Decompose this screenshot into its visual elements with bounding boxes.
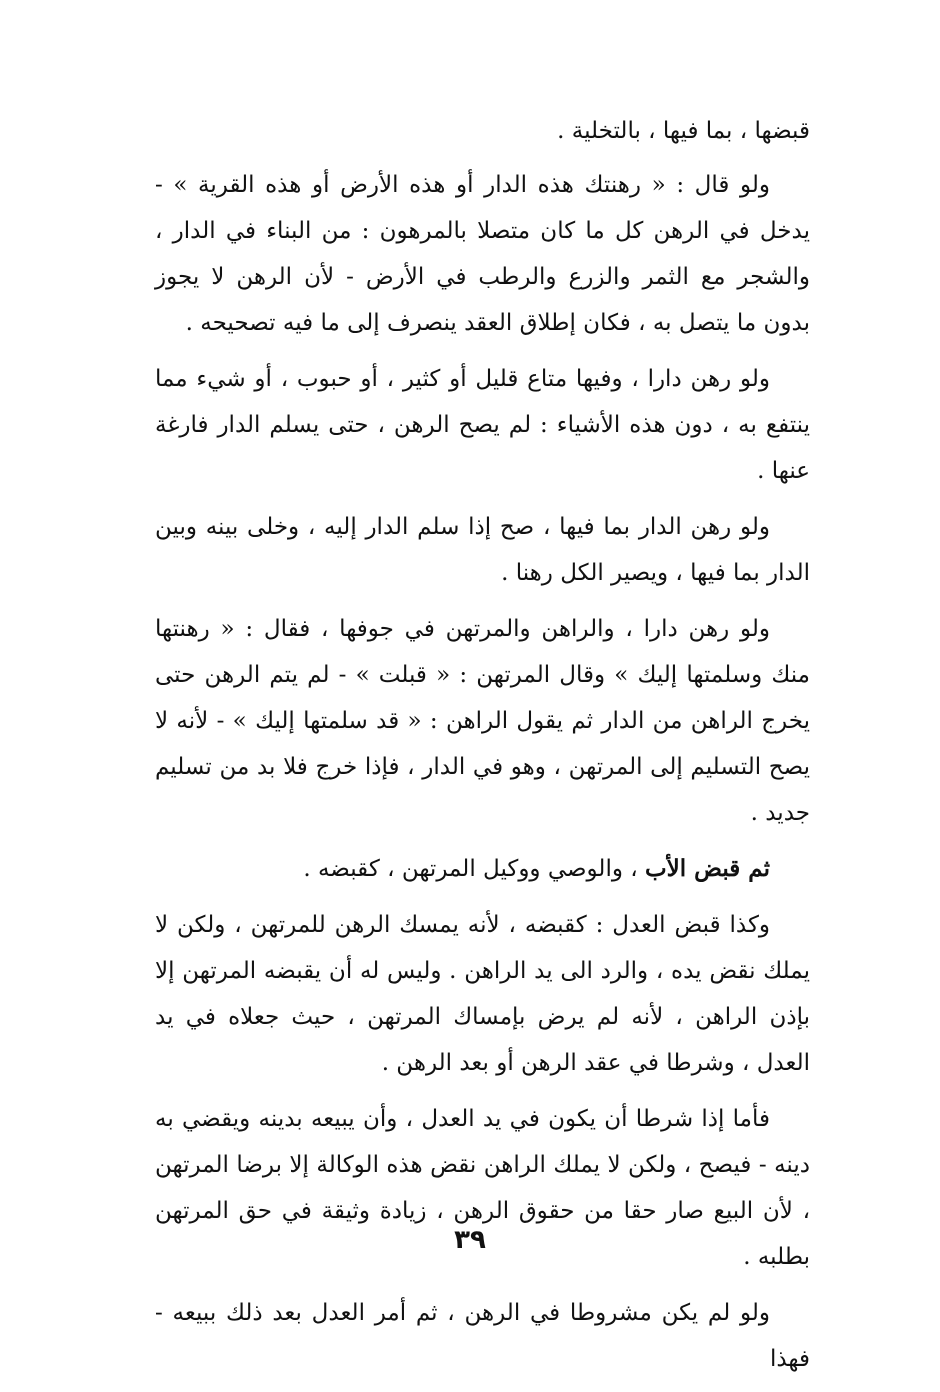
paragraph-6: وكذا قبض العدل : كقبضه ، لأنه يمسك الرهن للمرتهن ، ولكن لا يملك نقض يده ، والرد الى يد الراهن . وليس له أن يقبضه المرتهن إلا بإذن الراهن ، لأنه لم يرض بإمساك المرتهن ، حيث جعلاه في يد العدل ، وشرطا في عقد الرهن أو بعد الرهن . [155, 912, 810, 1076]
paragraph-father-rest: ، والوصي ووكيل المرتهن ، كقبضه . [303, 856, 645, 882]
paragraph-7: فأما إذا شرطا أن يكون في يد العدل ، وأن يبيعه بدينه ويقضي به دينه - فيصح ، ولكن لا يملك الراهن نقض هذه الوكالة إلا برضا المرتهن ، لأن البيع صار حقا من حقوق الرهن ، زيادة وثيقة في حق المرتهن بطلبه . [155, 1106, 810, 1270]
bold-term-father: ثم قبض الأب [645, 855, 770, 882]
paragraph-1: قبضها ، بما فيها ، بالتخلية . [557, 118, 810, 144]
paragraph-5: ولو رهن دارا ، والراهن والمرتهن في جوفها ، فقال : « رهنتها منك وسلمتها إليك » وقال المرتهن : « قبلت » - لم يتم الرهن حتى يخرج الراهن من الدار ثم يقول الراهن : « قد سلمتها إليك » - لأنه لا يصح التسليم إلى المرتهن ، وهو في الدار ، فإذا خرج فلا بد من تسليم جديد . [155, 616, 810, 826]
paragraph-3: ولو رهن دارا ، وفيها متاع قليل أو كثير ، أو حبوب ، أو شيء مما ينتفع به ، دون هذه الأشياء : لم يصح الرهن ، حتى يسلم الدار فارغة عنها . [155, 366, 810, 484]
paragraph-8: ولو لم يكن مشروطا في الرهن ، ثم أمر العدل بعد ذلك ببيعه - فهذا [155, 1300, 810, 1372]
paragraph-2: ولو قال : « رهنتك هذه الدار أو هذه الأرض أو هذه القرية » - يدخل في الرهن كل ما كان متصلا بالمرهون : من البناء في الدار ، والشجر مع الثمر والزرع والرطب في الأرض - لأن الرهن لا يجوز بدون ما يتصل به ، فكان إطلاق العقد ينصرف إلى ما فيه تصحيحه . [155, 172, 810, 336]
body-text [155, 108, 810, 1392]
paragraph-father-receipt [155, 846, 810, 892]
paragraph-4: ولو رهن الدار بما فيها ، صح إذا سلم الدار إليه ، وخلى بينه وبين الدار بما فيها ، ويصير الكل رهنا . [155, 514, 810, 586]
page-number: ٣٩ [454, 1225, 486, 1255]
